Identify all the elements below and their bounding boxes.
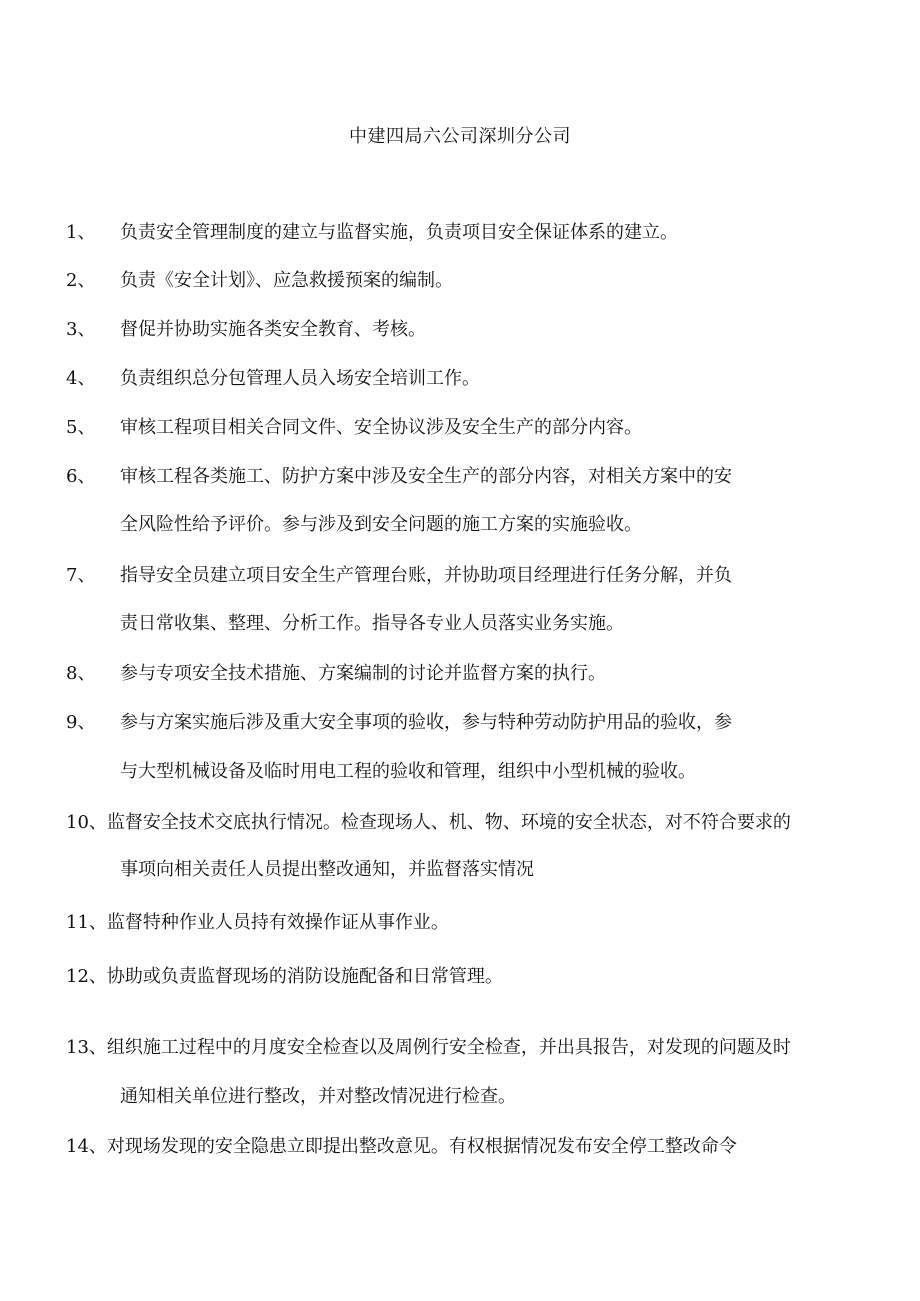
list-item-8 xyxy=(66,661,606,687)
item-number: 14、 xyxy=(66,1136,107,1157)
list-item-7 xyxy=(66,563,732,589)
list-item-6 xyxy=(66,464,732,490)
list-item-11 xyxy=(66,910,449,936)
list-item-3 xyxy=(66,317,426,343)
item-number: 12、 xyxy=(66,966,107,987)
item-text: 组织施工过程中的月度安全检查以及周例行安全检查，并出具报告，对发现的问题及时 xyxy=(106,1037,791,1058)
item-text: 参与方案实施后涉及重大安全事项的验收，参与特种劳动防护用品的验收，参 xyxy=(120,712,732,733)
item-text: 指导安全员建立项目安全生产管理台账，并协助项目经理进行任务分解，并负 xyxy=(120,565,732,586)
item-text: 对现场发现的安全隐患立即提出整改意见。有权根据情况发布安全停工整改命令 xyxy=(106,1136,737,1157)
item-text: 负责组织总分包管理人员入场安全培训工作。 xyxy=(120,368,480,389)
item-number: 8、 xyxy=(66,663,96,684)
list-item-10 xyxy=(66,810,791,836)
item-text-continuation: 与大型机械设备及临时用电工程的验收和管理，组织中小型机械的验收。 xyxy=(120,761,696,782)
list-item-4 xyxy=(66,366,480,392)
item-number: 10、 xyxy=(66,812,107,833)
item-text-continuation: 全风险性给予评价。参与涉及到安全问题的施工方案的实施验收。 xyxy=(120,514,642,535)
item-number: 3、 xyxy=(66,319,96,340)
item-text: 负责《安全计划》、应急救援预案的编制。 xyxy=(120,270,453,291)
item-number: 9、 xyxy=(66,712,96,733)
item-number: 1、 xyxy=(66,222,96,243)
item-text: 参与专项安全技术措施、方案编制的讨论并监督方案的执行。 xyxy=(120,663,606,684)
list-item-14 xyxy=(66,1134,737,1160)
list-item-9 xyxy=(66,710,732,736)
item-text-continuation: 责日常收集、整理、分析工作。指导各专业人员落实业务实施。 xyxy=(120,613,624,634)
item-number: 5、 xyxy=(66,417,96,438)
item-number: 6、 xyxy=(66,466,96,487)
item-text: 审核工程各类施工、防护方案中涉及安全生产的部分内容，对相关方案中的安 xyxy=(120,466,732,487)
item-number: 11、 xyxy=(66,912,107,933)
list-item-2 xyxy=(66,268,453,294)
list-item-5 xyxy=(66,415,642,441)
list-item-1 xyxy=(66,220,678,246)
item-number: 13、 xyxy=(66,1037,107,1058)
item-text-continuation: 事项向相关责任人员提出整改通知，并监督落实情况 xyxy=(120,859,534,880)
item-number: 4、 xyxy=(66,368,96,389)
item-text: 负责安全管理制度的建立与监督实施，负责项目安全保证体系的建立。 xyxy=(120,222,678,243)
list-item-13 xyxy=(66,1035,791,1061)
item-text-continuation: 通知相关单位进行整改，并对整改情况进行检查。 xyxy=(120,1086,516,1107)
item-text: 审核工程项目相关合同文件、安全协议涉及安全生产的部分内容。 xyxy=(120,417,642,438)
item-text: 监督特种作业人员持有效操作证从事作业。 xyxy=(106,912,449,933)
item-text: 督促并协助实施各类安全教育、考核。 xyxy=(120,319,426,340)
item-number: 2、 xyxy=(66,270,96,291)
item-text: 监督安全技术交底执行情况。检查现场人、机、物、环境的安全状态，对不符合要求的 xyxy=(106,812,791,833)
list-item-12 xyxy=(66,964,503,990)
item-number: 7、 xyxy=(66,565,96,586)
item-text: 协助或负责监督现场的消防设施配备和日常管理。 xyxy=(106,966,503,987)
document-title: 中建四局六公司深圳分公司 xyxy=(349,126,571,147)
